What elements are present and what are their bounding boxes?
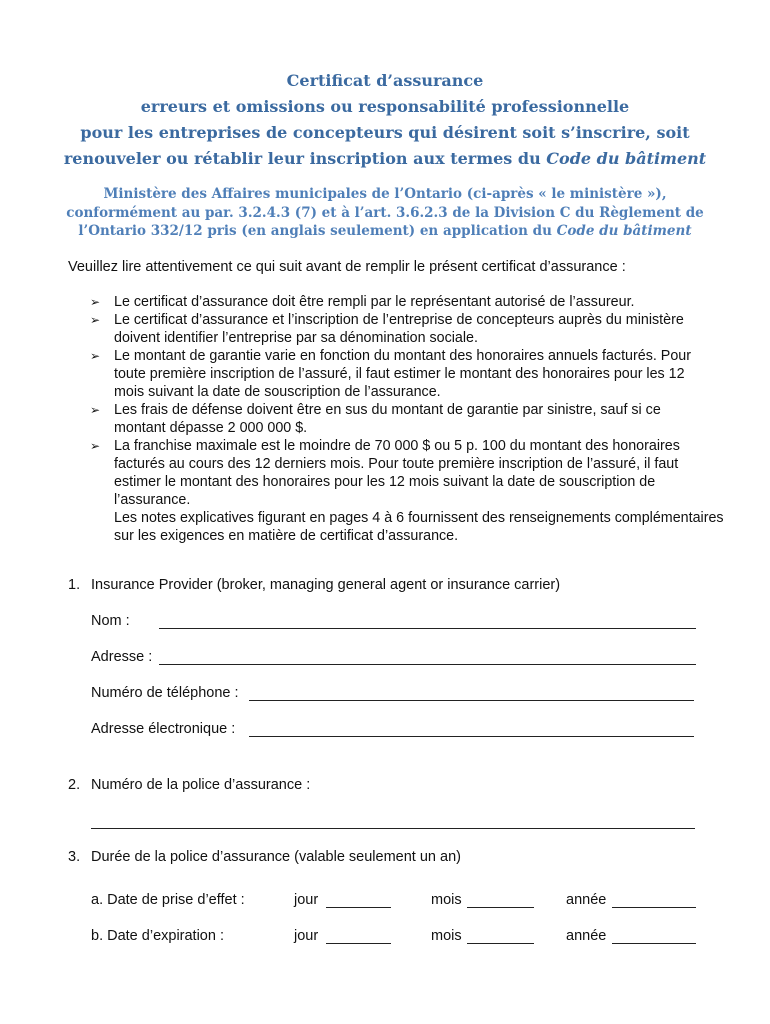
effective-date-label: a. Date de prise d’effet :	[91, 892, 245, 908]
expiry-day-label: jour	[294, 928, 319, 944]
section-3-number: 3.	[68, 849, 81, 865]
document-title	[0, 68, 770, 172]
adresse-field[interactable]	[159, 664, 696, 665]
expiry-month-label: mois	[431, 928, 462, 944]
title-line-2: erreurs et omissions ou responsabilité professionnelle	[140, 97, 630, 116]
section-2-number: 2.	[68, 777, 81, 793]
intro-text: Veuillez lire attentivement ce qui suit avant de remplir le présent certificat d’assurance :	[68, 259, 626, 275]
effective-month-label: mois	[431, 892, 462, 908]
list-item	[88, 437, 708, 509]
title-line-1: Certificat d’assurance	[286, 71, 484, 90]
section-3-title: Durée de la police d’assurance (valable seulement un an)	[91, 849, 461, 865]
list-item	[88, 293, 708, 311]
email-field[interactable]	[249, 736, 694, 737]
nom-label: Nom :	[91, 613, 130, 629]
section-1-header	[0, 577, 770, 597]
nom-field[interactable]	[159, 628, 696, 629]
list-item-text: Le certificat d’assurance et l’inscription de l’entreprise de concepteurs auprès du ministère doivent identifier l’entreprise par sa dénomination sociale.	[114, 312, 684, 346]
effective-year-field[interactable]	[612, 907, 696, 908]
subtitle-code-italic: Code du bâtiment	[556, 223, 692, 239]
effective-month-field[interactable]	[467, 907, 534, 908]
section-1-number: 1.	[68, 577, 81, 593]
list-item-text: La franchise maximale est le moindre de 70 000 $ ou 5 p. 100 du montant des honoraires facturés au cours des 12 derniers mois. Pour toute première inscription de l’assuré, il faut estimer le montant des honoraires pour les 12 mois suivant la date de souscription de l’assurance.	[114, 438, 680, 508]
title-line-4	[0, 146, 770, 172]
expiry-year-label: année	[566, 928, 607, 944]
effective-day-field[interactable]	[326, 907, 391, 908]
title-line-3: pour les entreprises de concepteurs qui désirent soit s’inscrire, soit	[80, 123, 690, 142]
effective-year-label: année	[566, 892, 607, 908]
list-item-text: Les frais de défense doivent être en sus du montant de garantie par sinistre, sauf si ce montant dépasse 2 000 000 $.	[114, 402, 661, 436]
policy-number-field[interactable]	[91, 828, 695, 829]
instructions-list	[88, 293, 708, 509]
section-1-title: Insurance Provider (broker, managing general agent or insurance carrier)	[91, 577, 561, 593]
list-item-text: Le montant de garantie varie en fonction du montant des honoraires annuels facturés. Pour toute première inscription de l’assuré, il faut estimer le montant des honoraires pour les 12 mois suivant la date de souscription de l’assurance.	[114, 348, 692, 400]
arrow-bullet-icon: ➢	[90, 313, 101, 327]
expiry-month-field[interactable]	[467, 943, 534, 944]
section-3-header	[0, 849, 770, 869]
explanatory-note: Les notes explicatives figurant en pages 4 à 6 fournissent des renseignements complémentaires sur les exigences en matière de certificat d’assurance.	[114, 510, 724, 544]
list-item	[88, 347, 708, 401]
section-2-header	[0, 777, 770, 797]
section-2-title: Numéro de la police d’assurance :	[91, 777, 311, 793]
subtitle-line-3-text: l’Ontario 332/12 pris (en anglais seulement) en application du	[78, 223, 557, 239]
list-item	[88, 311, 708, 347]
arrow-bullet-icon: ➢	[90, 295, 101, 309]
telephone-field[interactable]	[249, 700, 694, 701]
expiry-day-field[interactable]	[326, 943, 391, 944]
title-code-italic: Code du bâtiment	[546, 149, 707, 168]
document-subtitle	[0, 185, 770, 241]
arrow-bullet-icon: ➢	[90, 403, 101, 417]
telephone-label: Numéro de téléphone :	[91, 685, 239, 701]
effective-day-label: jour	[294, 892, 319, 908]
subtitle-line-1: Ministère des Affaires municipales de l’Ontario (ci-après « le ministère »),	[103, 186, 667, 202]
adresse-label: Adresse :	[91, 649, 153, 665]
arrow-bullet-icon: ➢	[90, 439, 101, 453]
subtitle-line-2: conformément au par. 3.2.4.3 (7) et à l’art. 3.6.2.3 de la Division C du Règlement de	[66, 204, 704, 221]
list-item	[88, 401, 708, 437]
list-item-text: Le certificat d’assurance doit être rempli par le représentant autorisé de l’assureur.	[114, 294, 635, 310]
arrow-bullet-icon: ➢	[90, 349, 101, 363]
email-label: Adresse électronique :	[91, 721, 236, 737]
expiry-year-field[interactable]	[612, 943, 696, 944]
title-line-4-text: renouveler ou rétablir leur inscription aux termes du	[63, 149, 547, 168]
subtitle-line-3	[0, 222, 770, 241]
expiry-date-label: b. Date d’expiration :	[91, 928, 224, 944]
